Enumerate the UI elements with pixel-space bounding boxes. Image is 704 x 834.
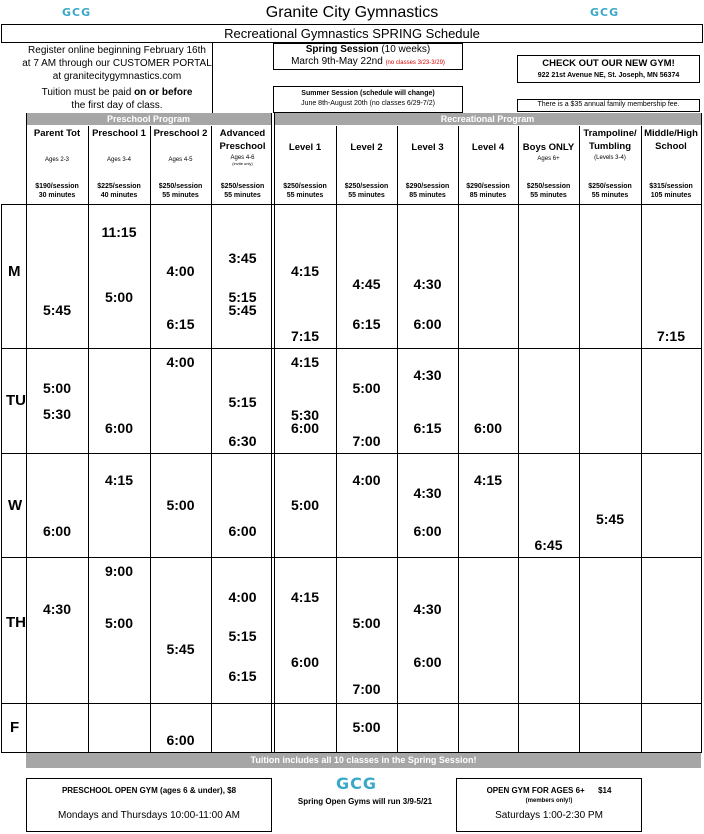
class-time: 5:15 — [228, 289, 257, 305]
class-time: 5:30 — [290, 407, 320, 423]
class-time: 6:00 — [290, 420, 320, 436]
tuition-line-1 — [2, 86, 232, 99]
column-header-3 — [211, 126, 274, 204]
column-price-amount: $250/session — [588, 183, 632, 190]
class-time: 4:45 — [352, 276, 381, 292]
grid-line — [1, 557, 701, 558]
class-time: 9:00 — [104, 563, 134, 579]
grid-line — [1, 453, 701, 454]
column-duration: 55 minutes — [348, 192, 385, 199]
column-name: Parent Tot — [33, 128, 81, 139]
class-time: 5:00 — [290, 497, 320, 513]
class-time: 5:00 — [166, 497, 195, 513]
column-header-1 — [88, 126, 150, 204]
column-duration: 55 minutes — [591, 192, 629, 199]
class-time: 4:15 — [473, 472, 503, 488]
class-time: 5:45 — [42, 302, 72, 318]
class-time: 4:00 — [166, 263, 195, 279]
open-gym-time: Saturdays 1:00-2:30 PM — [495, 810, 603, 821]
column-name: Level 4 — [471, 142, 505, 153]
grid-line — [701, 113, 702, 753]
column-price-amount: $250/session — [526, 183, 571, 190]
column-price — [641, 182, 701, 200]
column-duration: 40 minutes — [100, 192, 138, 199]
class-time: 6:15 — [228, 668, 257, 684]
class-time: 6:30 — [228, 433, 257, 449]
class-time: 11:15 — [101, 224, 137, 240]
column-duration: 105 minutes — [650, 192, 692, 199]
tuition-line-2: the first day of class. — [71, 100, 163, 111]
column-duration: 55 minutes — [162, 192, 199, 199]
grid-line — [641, 204, 642, 753]
class-time: 7:00 — [352, 433, 381, 449]
spring-dates-line — [273, 56, 463, 69]
column-age: Ages 4-6 — [230, 155, 255, 161]
column-name: Middle/High School — [644, 128, 698, 152]
column-note: (invite only) — [232, 161, 253, 166]
column-name: Advanced Preschool — [219, 128, 266, 152]
class-time: 4:30 — [413, 276, 442, 292]
column-price-amount: $190/session — [35, 183, 79, 190]
grid-line — [579, 204, 580, 753]
column-price — [518, 182, 579, 200]
class-time: 4:30 — [413, 601, 442, 617]
logo-footer: GCG — [336, 774, 378, 793]
preschool-open-gym-time: Mondays and Thursdays 10:00-11:00 AM — [58, 810, 240, 821]
register-line-3: at granitecitygymnastics.com — [52, 71, 182, 82]
class-time: 4:00 — [228, 589, 257, 605]
new-gym-address: 922 21st Avenue NE, St. Joseph, MN 56374 — [537, 72, 680, 79]
column-age: Ages 4-5 — [168, 157, 193, 163]
column-price — [211, 182, 274, 200]
class-time: 4:15 — [290, 589, 320, 605]
column-header-9 — [579, 126, 641, 204]
day-label-w: W — [8, 497, 23, 514]
column-price — [579, 182, 641, 200]
column-duration: 85 minutes — [409, 192, 446, 199]
column-duration: 55 minutes — [530, 192, 567, 199]
class-time: 4:15 — [290, 263, 320, 279]
class-time: 5:00 — [104, 615, 134, 631]
register-line-1: Register online beginning February 16th — [28, 45, 206, 56]
column-price-amount: $250/session — [283, 183, 327, 190]
class-time: 4:00 — [166, 354, 195, 370]
column-header-8 — [518, 126, 579, 204]
column-header-2 — [150, 126, 211, 204]
grid-line — [518, 126, 519, 204]
tuition-text-b: on or before — [134, 87, 193, 98]
summer-title: Summer Session (schedule will change) — [301, 90, 435, 97]
column-price — [274, 182, 336, 200]
column-header-4 — [274, 126, 336, 204]
open-gym-info — [456, 785, 642, 807]
class-time: 6:00 — [166, 732, 195, 748]
class-time: 4:30 — [413, 485, 442, 501]
open-gym-title-line — [456, 785, 642, 796]
summer-dates: June 8th-August 20th (no classes 6/29-7/2) — [301, 100, 435, 107]
grid-line — [26, 113, 27, 753]
class-time: 4:15 — [104, 472, 134, 488]
class-time: 6:00 — [413, 654, 442, 670]
spring-dates: March 9th-May 22nd — [291, 56, 383, 67]
day-label-tu: TU — [6, 392, 26, 409]
column-name: Level 1 — [288, 142, 322, 153]
class-time: 5:15 — [228, 628, 257, 644]
class-time: 5:45 — [166, 641, 195, 657]
class-time: 5:30 — [42, 406, 72, 422]
grid-line — [336, 126, 337, 204]
class-time: 7:15 — [656, 328, 686, 344]
page-subtitle: Recreational Gymnastics SPRING Schedule — [224, 26, 480, 41]
class-time: 4:30 — [42, 601, 72, 617]
column-age: Ages 3-4 — [106, 157, 131, 163]
divider — [212, 43, 213, 115]
class-time: 6:45 — [534, 537, 563, 553]
register-info — [2, 44, 232, 112]
class-time: 7:00 — [352, 681, 381, 697]
column-price-amount: $225/session — [97, 183, 141, 190]
grid-line — [1, 348, 701, 349]
class-time: 6:00 — [228, 523, 257, 539]
class-time: 7:15 — [290, 328, 320, 344]
tuition-text-a: Tuition must be paid — [41, 87, 135, 98]
preschool-open-gym-title: PRESCHOOL OPEN GYM (ages 6 & under), $8 — [61, 786, 237, 795]
class-time: 5:15 — [228, 394, 257, 410]
grid-line — [150, 126, 151, 204]
tuition-note-bar: Tuition includes all 10 classes in the Spring Session! — [26, 753, 701, 768]
column-price — [88, 182, 150, 200]
open-gym-members: (members only!) — [525, 798, 573, 804]
column-header-0 — [26, 126, 88, 204]
spring-title-weeks: (10 weeks) — [378, 44, 431, 55]
class-time: 5:00 — [352, 615, 381, 631]
logo-right: GCG — [590, 6, 620, 19]
page-title: Granite City Gymnastics — [265, 4, 439, 21]
column-price-amount: $315/session — [649, 183, 693, 190]
class-time: 5:00 — [104, 289, 134, 305]
column-age: Ages 2-3 — [44, 157, 69, 163]
column-age: Ages 6+ — [537, 156, 560, 162]
column-duration: 85 minutes — [469, 192, 507, 199]
column-price — [26, 182, 88, 200]
class-time: 5:00 — [42, 380, 72, 396]
class-time: 5:45 — [595, 511, 625, 527]
class-time: 6:15 — [413, 420, 442, 436]
column-header-7 — [458, 126, 518, 204]
grid-line — [211, 126, 212, 204]
class-time: 5:45 — [228, 302, 257, 318]
class-time: 6:00 — [413, 316, 442, 332]
column-price — [397, 182, 458, 200]
grid-line — [274, 204, 701, 205]
preschool-program-bar: Preschool Program — [26, 113, 271, 125]
column-duration: 30 minutes — [38, 192, 76, 199]
grid-line — [518, 204, 519, 753]
class-time: 6:00 — [290, 654, 320, 670]
grid-line — [1, 204, 2, 753]
column-price — [336, 182, 397, 200]
spring-session-info — [273, 44, 463, 69]
class-time: 6:00 — [473, 420, 503, 436]
grid-line — [1, 703, 701, 704]
column-age: (Levels 3-4) — [594, 155, 626, 161]
class-time: 6:00 — [42, 523, 72, 539]
spring-title-bold: Spring Session — [305, 44, 379, 55]
summer-session-info — [273, 89, 463, 109]
column-price-amount: $290/session — [405, 183, 450, 190]
column-duration: 55 minutes — [224, 192, 261, 199]
class-time: 6:15 — [166, 316, 195, 332]
register-line-2: at 7 AM through our CUSTOMER PORTAL — [22, 58, 212, 69]
new-gym-info — [517, 58, 700, 82]
recreational-program-bar: Recreational Program — [274, 113, 701, 125]
column-header-10 — [641, 126, 701, 204]
spring-open-gyms-note: Spring Open Gyms will run 3/9-5/21 — [297, 797, 433, 806]
spring-title — [273, 44, 463, 56]
spring-noclass: (no classes 3/23-3/29) — [385, 60, 445, 66]
class-time: 5:00 — [352, 719, 381, 735]
column-price — [150, 182, 211, 200]
open-gym-title: OPEN GYM FOR AGES 6+ — [486, 786, 585, 795]
class-time: 6:00 — [413, 523, 442, 539]
class-time: 4:30 — [413, 367, 442, 383]
open-gym-price: $14 — [598, 786, 612, 795]
column-duration: 55 minutes — [286, 192, 324, 199]
column-header-6 — [397, 126, 458, 204]
logo-left: GCG — [62, 6, 92, 19]
column-name: Preschool 2 — [153, 128, 208, 139]
column-name: Level 3 — [411, 142, 444, 153]
grid-line — [458, 126, 459, 204]
day-label-m: M — [8, 263, 21, 280]
column-price-amount: $250/session — [344, 183, 389, 190]
grid-line — [579, 126, 580, 204]
day-label-f: F — [10, 719, 20, 736]
new-gym-title: CHECK OUT OUR NEW GYM! — [542, 58, 675, 69]
column-name: Trampoline/ Tumbling — [583, 128, 637, 152]
column-price-amount: $250/session — [158, 183, 203, 190]
column-name: Boys ONLY — [522, 142, 575, 153]
grid-line — [641, 126, 642, 204]
column-header-5 — [336, 126, 397, 204]
column-price — [458, 182, 518, 200]
grid-line — [397, 126, 398, 204]
class-time: 6:15 — [352, 316, 381, 332]
column-name: Preschool 1 — [92, 128, 146, 139]
membership-fee: There is a $35 annual family membership fee. — [537, 101, 680, 108]
grid-line — [88, 126, 89, 204]
class-time: 4:15 — [290, 354, 320, 370]
day-label-th: TH — [6, 614, 26, 631]
column-price-amount: $250/session — [220, 183, 265, 190]
grid-line — [150, 204, 151, 753]
column-name: Level 2 — [350, 142, 383, 153]
class-time: 6:00 — [104, 420, 134, 436]
class-time: 3:45 — [228, 250, 257, 266]
class-time: 5:00 — [352, 380, 381, 396]
column-price-amount: $290/session — [466, 183, 510, 190]
class-time: 4:00 — [352, 472, 381, 488]
